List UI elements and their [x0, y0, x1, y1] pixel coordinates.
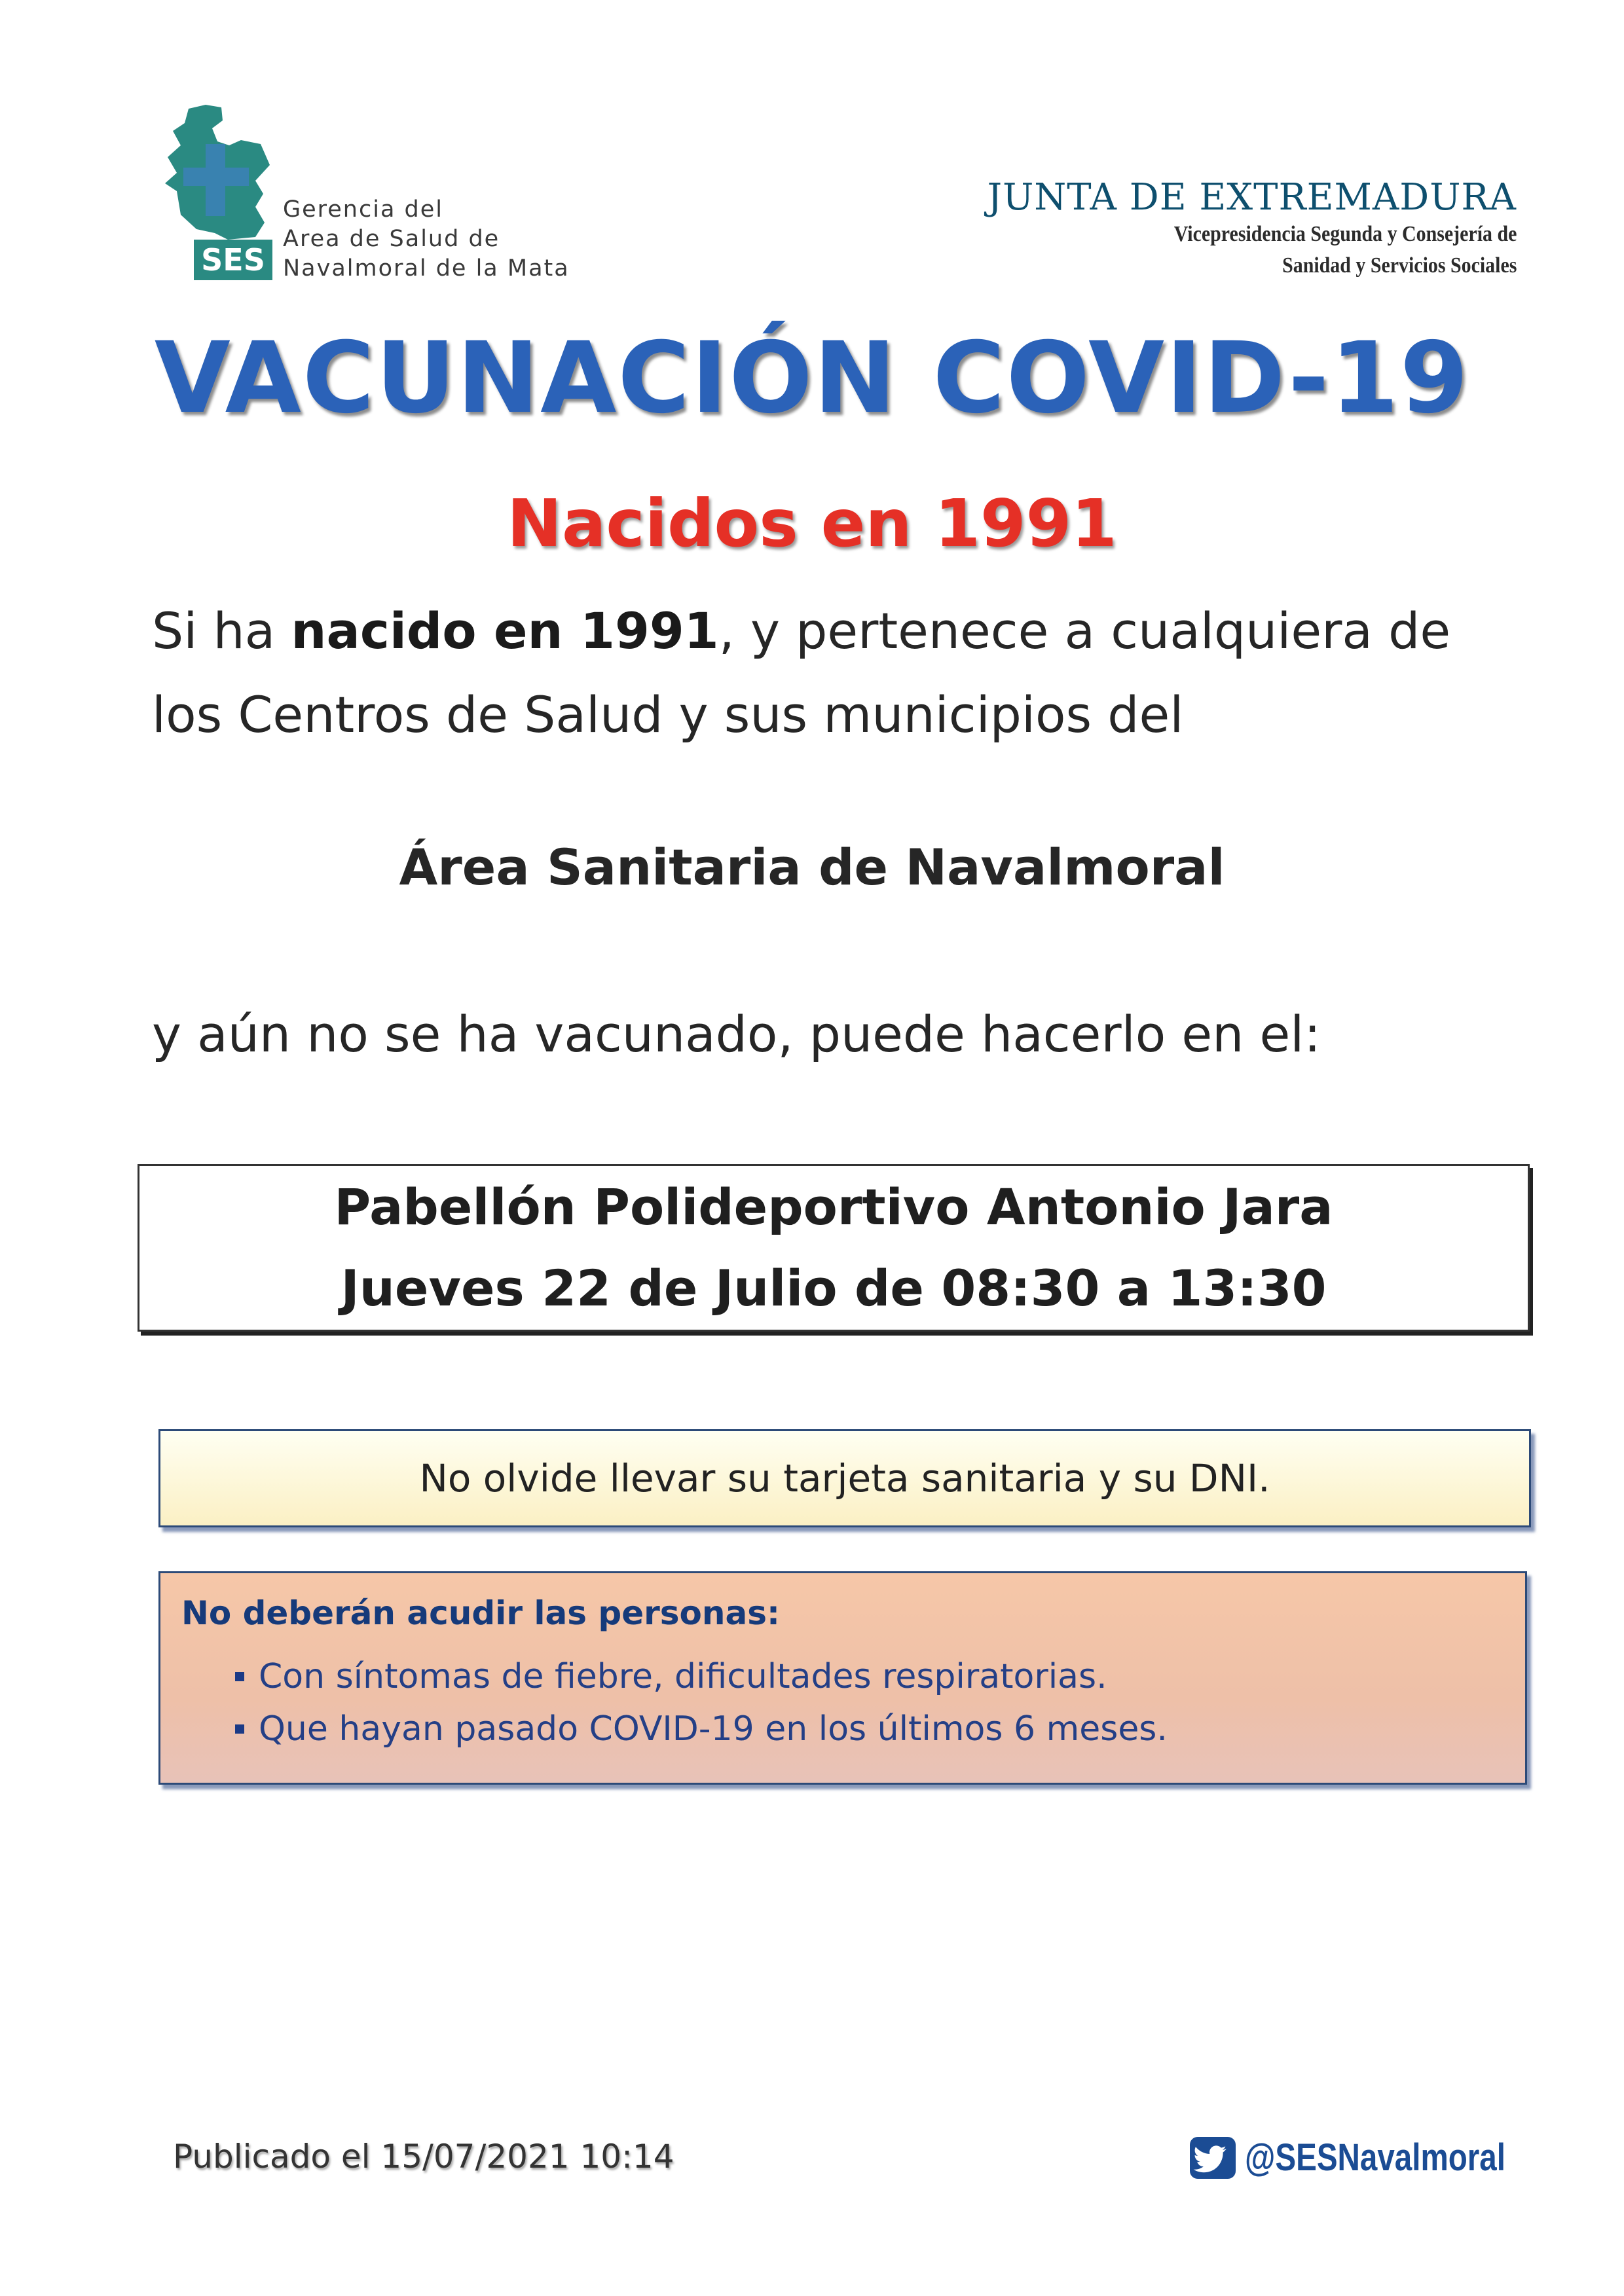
page-subtitle: Nacidos en 1991	[507, 485, 1117, 562]
warning-list	[181, 1650, 1525, 1755]
junta-sub-line-2: Sanidad y Servicios Sociales	[1282, 253, 1517, 278]
org-name	[283, 195, 570, 283]
area-name: Área Sanitaria de Navalmoral	[399, 838, 1225, 896]
location-venue: Pabellón Polideportivo Antonio Jara	[334, 1178, 1333, 1236]
published-date: Publicado el 15/07/2021 10:14	[173, 2138, 674, 2176]
warning-item-text: Con síntomas de fiebre, dificultades respiratorias.	[259, 1657, 1107, 1696]
junta-header	[987, 177, 1517, 282]
twitter-icon	[1190, 2137, 1236, 2179]
warning-item	[181, 1650, 1525, 1703]
org-line-3: Navalmoral de la Mata	[283, 255, 570, 282]
intro-part-2: , y pertenece a cualquiera de los Centros de Salud y sus municipios del	[152, 602, 1451, 744]
ses-logo	[157, 105, 288, 282]
intro-bold: nacido en 1991	[291, 602, 719, 660]
junta-title: JUNTA DE EXTREMADURA	[987, 176, 1517, 219]
twitter-handle-link[interactable]	[1190, 2136, 1528, 2179]
bullet-icon	[235, 1724, 244, 1734]
reminder-text: No olvide llevar su tarjeta sanitaria y su DNI.	[419, 1456, 1270, 1501]
intro-paragraph	[152, 589, 1527, 757]
warning-box	[158, 1571, 1527, 1785]
reminder-box	[158, 1429, 1531, 1527]
location-box	[138, 1164, 1530, 1332]
bullet-icon	[235, 1672, 244, 1681]
vaccination-instructions: y aún no se ha vacunado, puede hacerlo en el:	[152, 1005, 1321, 1063]
ses-logo-text: SES	[201, 242, 265, 278]
org-line-1: Gerencia del	[283, 196, 444, 223]
location-date-time: Jueves 22 de Julio de 08:30 a 13:30	[341, 1259, 1327, 1317]
intro-part-1: Si ha	[152, 602, 291, 660]
org-line-2: Area de Salud de	[283, 226, 500, 252]
page-title: VACUNACIÓN COVID-19	[154, 321, 1470, 435]
warning-item-text: Que hayan pasado COVID-19 en los últimos 6 meses.	[259, 1709, 1168, 1749]
junta-sub-line-1: Vicepresidencia Segunda y Consejería de	[1173, 222, 1517, 246]
warning-title: No deberán acudir las personas:	[181, 1594, 780, 1632]
twitter-handle[interactable]: @SESNavalmoral	[1244, 2136, 1505, 2179]
warning-item	[181, 1703, 1525, 1755]
